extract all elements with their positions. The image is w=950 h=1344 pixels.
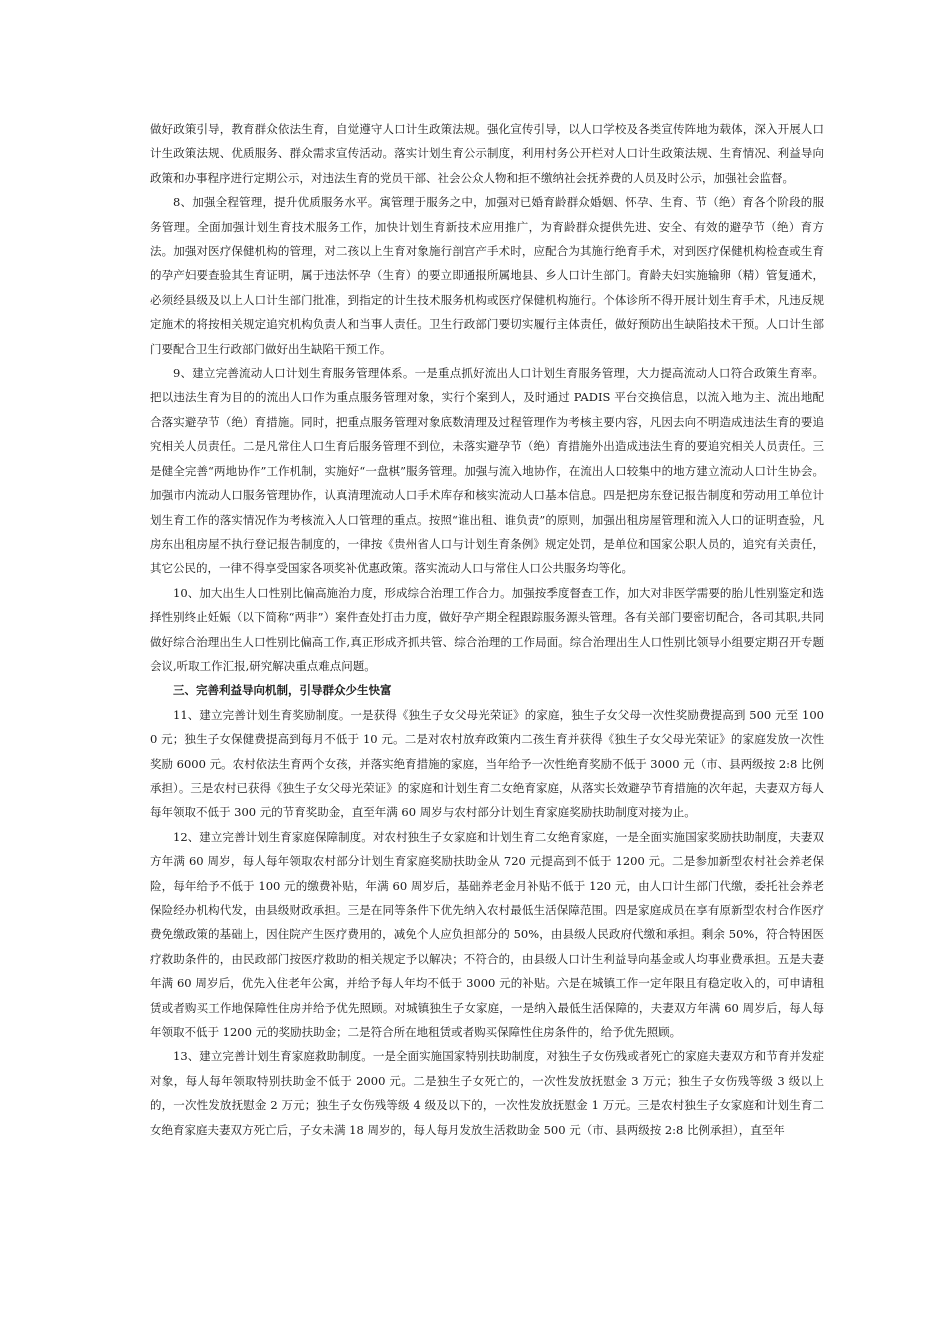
- paragraph-item-9: 9、建立完善流动人口计划生育服务管理体系。一是重点抓好流出人口计划生育服务管理，大力提高流动人口符合政策生育率。把以违法生育为目的的流出人口作为重点服务管理对象，实行个案到人，及时通过 PADIS 平台交换信息，以流入地为主、流出地配合落实避孕节（绝）育措施。同时，把重点服务管理对象底数清理及过程管理作为考核主要内容，凡因去向不明造成违法生育的要追究相关人员责任。二是凡常住人口生育后服务管理不到位，未落实避孕节（绝）育措施外出造成违法生育的要追究相关人员责任。三是健全完善“两地协作”工作机制，实施好“一盘棋”服务管理。加强与流入地协作，在流出人口较集中的地方建立流动人口计生协会。加强市内流动人口服务管理协作，认真清理流动人口手术库存和核实流动人口基本信息。四是把房东登记报告制度和劳动用工单位计划生育工作的落实情况作为考核流入人口管理的重点。按照“谁出租、谁负责”的原则，加强出租房屋管理和流入人口的证明查验，凡房东出租房屋不执行登记报告制度的，一律按《贵州省人口与计划生育条例》规定处罚，是单位和国家公职人员的，追究有关责任，其它公民的，一律不得享受国家各项奖补优惠政策。落实流动人口与常住人口公共服务均等化。: [150, 366, 824, 576]
- paragraph-item-8: 8、加强全程管理，提升优质服务水平。寓管理于服务之中，加强对已婚育龄群众婚姻、怀孕、生育、节（绝）育各个阶段的服务管理。全面加强计划生育技术服务工作，加快计划生育新技术应用推广，为育龄群众提供先进、安全、有效的避孕节（绝）育方法。加强对医疗保健机构的管理，对二孩以上生育对象施行剖宫产手术时，应配合为其施行绝育手术，对到医疗保健机构检查或生育的孕产妇要查验其生育证明，属于违法怀孕（生育）的要立即通报所属地县、乡人口计生部门。育龄夫妇实施输卵（精）管复通术，必须经县级及以上人口计生部门批准，到指定的计生技术服务机构或医疗保健机构施行。个体诊所不得开展计划生育手术，凡违反规定施术的将按相关规定追究机构负责人和当事人责任。卫生行政部门要切实履行主体责任，做好预防出生缺陷技术干预。人口计生部门要配合卫生行政部门做好出生缺陷干预工作。: [150, 195, 824, 356]
- paragraph-item-13: 13、建立完善计划生育家庭救助制度。一是全面实施国家特别扶助制度，对独生子女伤残或者死亡的家庭夫妻双方和节育并发症对象，每人每年领取特别扶助金不低于 2000 元。二是独生子女死亡的，一次性发放抚慰金 3 万元；独生子女伤残等级 3 级以上的，一次性发放抚慰金 2 万元；独生子女伤残等级 4 级及以下的，一次性发放抚慰金 1 万元。三是农村独生子女家庭和计划生育二女绝育家庭夫妻双方死亡后，子女未满 18 周岁的，每人每月发放生活救助金 500 元（市、县两级按 2:8 比例承担），直至年: [150, 1049, 824, 1137]
- document-page: [150, 117, 824, 1142]
- paragraph-item-11: 11、建立完善计划生育奖励制度。一是获得《独生子女父母光荣证》的家庭，独生子女父母一次性奖励费提高到 500 元至 1000 元；独生子女保健费提高到每月不低于 10 元。二是对农村放弃政策内二孩生育并获得《独生子女父母光荣证》的家庭发放一次性奖励 6000 元。农村依法生育两个女孩，并落实绝育措施的家庭，当年给予一次性绝育奖励不低于 3000 元（市、县两级按 2:8 比例承担）。三是农村已获得《独生子女父母光荣证》的家庭和计划生育二女绝育家庭，从落实长效避孕节育措施的次年起，夫妻双方每人每年领取不低于 300 元的节育奖助金，直至年满 60 周岁与农村部分计划生育家庭奖励扶助制度对接为止。: [150, 707, 824, 820]
- section-heading-3: 三、完善利益导向机制，引导群众少生快富: [173, 683, 392, 698]
- paragraph-item-12: 12、建立完善计划生育家庭保障制度。对农村独生子女家庭和计划生育二女绝育家庭，一是全面实施国家奖励扶助制度，夫妻双方年满 60 周岁，每人每年领取农村部分计划生育家庭奖励扶助金从 720 元提高到不低于 1200 元。二是参加新型农村社会养老保险，每年给予不低于 100 元的缴费补贴，年满 60 周岁后，基础养老金月补贴不低于 120 元，由人口计生部门代缴，委托社会养老保险经办机构代发，由县级财政承担。三是在同等条件下优先纳入农村最低生活保障范围。四是家庭成员在享有原新型农村合作医疗费免缴政策的基础上，因住院产生医疗费用的，减免个人应负担部分的 50%，由县级人民政府代缴和承担。剩余 50%，符合特困医疗救助条件的，由民政部门按医疗救助的相关规定予以解决；不符合的，由县级人口计生利益导向基金或人均事业费承担。五是夫妻年满 60 周岁后，优先入住老年公寓，并给予每人年均不低于 3000 元的补贴。六是在城镇工作一定年限且有稳定收入的，可申请租赁或者购买工作地保障性住房并给予优先照顾。对城镇独生子女家庭，一是纳入最低生活保障的，夫妻双方年满 60 周岁后，每人每年领取不低于 1200 元的奖励扶助金；二是符合所在地租赁或者购买保障性住房条件的，给予优先照顾。: [150, 829, 824, 1040]
- paragraph-intro-continued: 做好政策引导，教育群众依法生育，自觉遵守人口计生政策法规。强化宣传引导，以人口学校及各类宣传阵地为载体，深入开展人口计生政策法规、优质服务、群众需求宣传活动。落实计划生育公示制度，利用村务公开栏对人口计生政策法规、生育情况、利益导向政策和办事程序进行定期公示，对违法生育的党员干部、社会公众人物和拒不缴纳社会抚养费的人员及时公示，加强社会监督。: [150, 122, 824, 185]
- paragraph-item-10: 10、加大出生人口性别比偏高施治力度，形成综合治理工作合力。加强按季度督查工作，加大对非医学需要的胎儿性别鉴定和选择性别终止妊娠（以下简称“两非”）案件查处打击力度，做好孕产期全程跟踪服务源头管理。各有关部门要密切配合，各司其职,共同做好综合治理出生人口性别比偏高工作,真正形成齐抓共管、综合治理的工作局面。综合治理出生人口性别比领导小组要定期召开专题会议,听取工作汇报,研究解决重点难点问题。: [150, 585, 824, 673]
